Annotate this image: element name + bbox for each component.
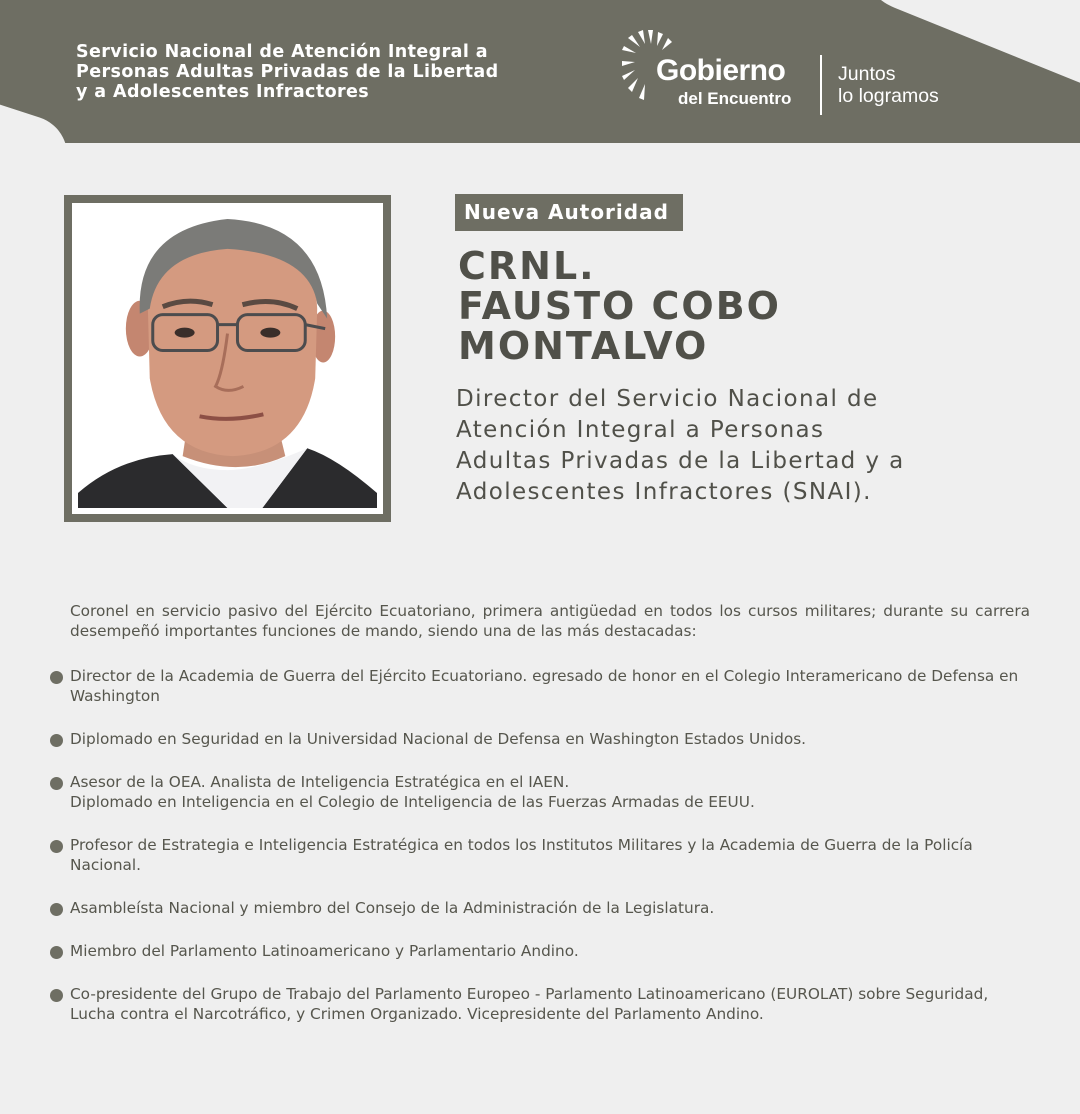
list-item: [50, 666, 1035, 706]
list-item-text: Profesor de Estrategia e Inteligencia Estratégica en todos los Institutos Militares y la Academia de Guerra de la Policía Nacional.: [70, 836, 973, 874]
role-line: Director del Servicio Nacional de: [456, 386, 879, 412]
bio-intro: Coronel en servicio pasivo del Ejército Ecuatoriano, primera antigüedad en todos los cursos militares; durante su carrera desempeñó importantes funciones de mando, siendo una de las más destacadas:: [70, 602, 1030, 640]
list-item: [50, 898, 1035, 918]
bullet-dot-icon: [50, 903, 63, 916]
bullet-dot-icon: [50, 840, 63, 853]
slogan: [838, 63, 939, 107]
government-logo: [622, 26, 812, 116]
list-item: [50, 729, 1035, 749]
list-item-text: Diplomado en Seguridad en la Universidad Nacional de Defensa en Washington Estados Unidos.: [70, 730, 807, 748]
bio-list: [50, 666, 1035, 1024]
logo-divider: [820, 55, 822, 115]
role-line: Adolescentes Infractores (SNAI).: [456, 479, 872, 505]
list-item: [50, 772, 1035, 812]
bullet-dot-icon: [50, 946, 63, 959]
org-title-line: y a Adolescentes Infractores: [76, 82, 370, 102]
portrait-photo: [78, 209, 377, 508]
org-title-line: Servicio Nacional de Atención Integral a: [76, 42, 488, 62]
authority-role: [456, 384, 1046, 508]
list-item-text: Co-presidente del Grupo de Trabajo del Parlamento Europeo - Parlamento Latinoamericano (EUROLAT) sobre Seguridad, Lucha contra el Narcotráfico, y Crimen Organizado. Vicepresidente del Parlamento Andino.: [70, 985, 989, 1023]
list-item-text-secondary: Diplomado en Inteligencia en el Colegio de Inteligencia de las Fuerzas Armadas de EEUU.: [70, 793, 755, 811]
org-title-line: Personas Adultas Privadas de la Libertad: [76, 62, 499, 82]
bullet-dot-icon: [50, 734, 63, 747]
list-item-text: Asambleísta Nacional y miembro del Consejo de la Administración de la Legislatura.: [70, 899, 715, 917]
list-item-text: Director de la Academia de Guerra del Ejército Ecuatoriano. egresado de honor en el Colegio Interamericano de Defensa en Washington: [70, 667, 1019, 705]
name-line: CRNL.: [458, 244, 596, 288]
role-line: Adultas Privadas de la Libertad y a: [456, 448, 905, 474]
portrait-frame: [64, 195, 391, 522]
name-line: MONTALVO: [458, 324, 709, 368]
new-authority-badge: Nueva Autoridad: [455, 194, 683, 231]
list-item: [50, 984, 1035, 1024]
slogan-line: Juntos: [838, 63, 896, 85]
name-line: FAUSTO COBO: [458, 284, 781, 328]
list-item-text: Miembro del Parlamento Latinoamericano y Parlamentario Andino.: [70, 942, 579, 960]
list-item-text: Asesor de la OEA. Analista de Inteligencia Estratégica en el IAEN.: [70, 773, 570, 791]
logo-word-gobierno: Gobierno: [656, 54, 786, 87]
authority-name: [458, 246, 1058, 366]
slogan-line: lo logramos: [838, 85, 939, 107]
organization-title: [76, 42, 596, 102]
bullet-dot-icon: [50, 989, 63, 1002]
role-line: Atención Integral a Personas: [456, 417, 825, 443]
list-item: [50, 835, 1035, 875]
list-item: [50, 941, 1035, 961]
bullet-dot-icon: [50, 777, 63, 790]
bullet-dot-icon: [50, 671, 63, 684]
logo-word-encuentro: del Encuentro: [678, 89, 792, 108]
header-decoration-left: [0, 90, 78, 143]
